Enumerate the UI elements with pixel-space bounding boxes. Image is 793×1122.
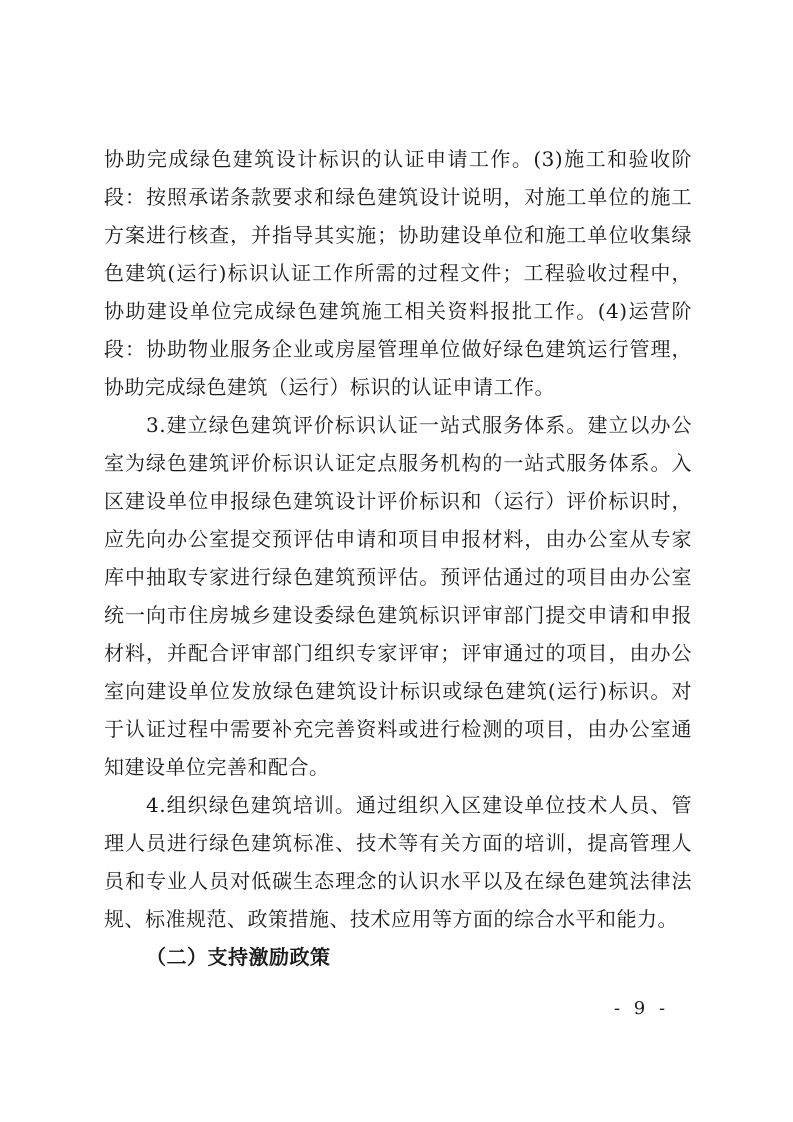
paragraph-item-4: 4.组织绿色建筑培训。通过组织入区建设单位技术人员、管理人员进行绿色建筑标准、技术等有关方面的培训，提高管理人员和专业人员对低碳生态理念的认识水平以及在绿色建筑法律法规、标准规范、政策措施、技术应用等方面的综合水平和能力。 — [104, 793, 692, 931]
paragraph-item-3: 3.建立绿色建筑评价标识认证一站式服务体系。建立以办公室为绿色建筑评价标识认证定点服务机构的一站式服务体系。入区建设单位申报绿色建筑设计评价标识和（运行）评价标识时，应先向办公室提交预评估申请和项目申报材料，由办公室从专家库中抽取专家进行绿色建筑预评估。预评估通过的项目由办公室统一向市住房城乡建设委绿色建筑标识评审部门提交申请和申报材料，并配合评审部门组织专家评审；评审通过的项目，由办公室向建设单位发放绿色建筑设计标识或绿色建筑(运行)标识。对于认证过程中需要补充完善资料或进行检测的项目，由办公室通知建设单位完善和配合。 — [104, 413, 692, 779]
paragraph-continuation: 协助完成绿色建筑设计标识的认证申请工作。(3)施工和验收阶段：按照承诺条款要求和绿色建筑设计说明，对施工单位的施工方案进行核查，并指导其实施；协助建设单位和施工单位收集绿色建筑(运行)标识认证工作所需的过程文件；工程验收过程中，协助建设单位完成绿色建筑施工相关资料报批工作。(4)运营阶段：协助物业服务企业或房屋管理单位做好绿色建筑运行管理，协助完成绿色建筑（运行）标识的认证申请工作。 — [104, 147, 692, 399]
page-number: - 9 - — [614, 998, 670, 1019]
section-heading: （二）支持激励政策 — [146, 945, 331, 969]
document-body — [104, 140, 692, 976]
